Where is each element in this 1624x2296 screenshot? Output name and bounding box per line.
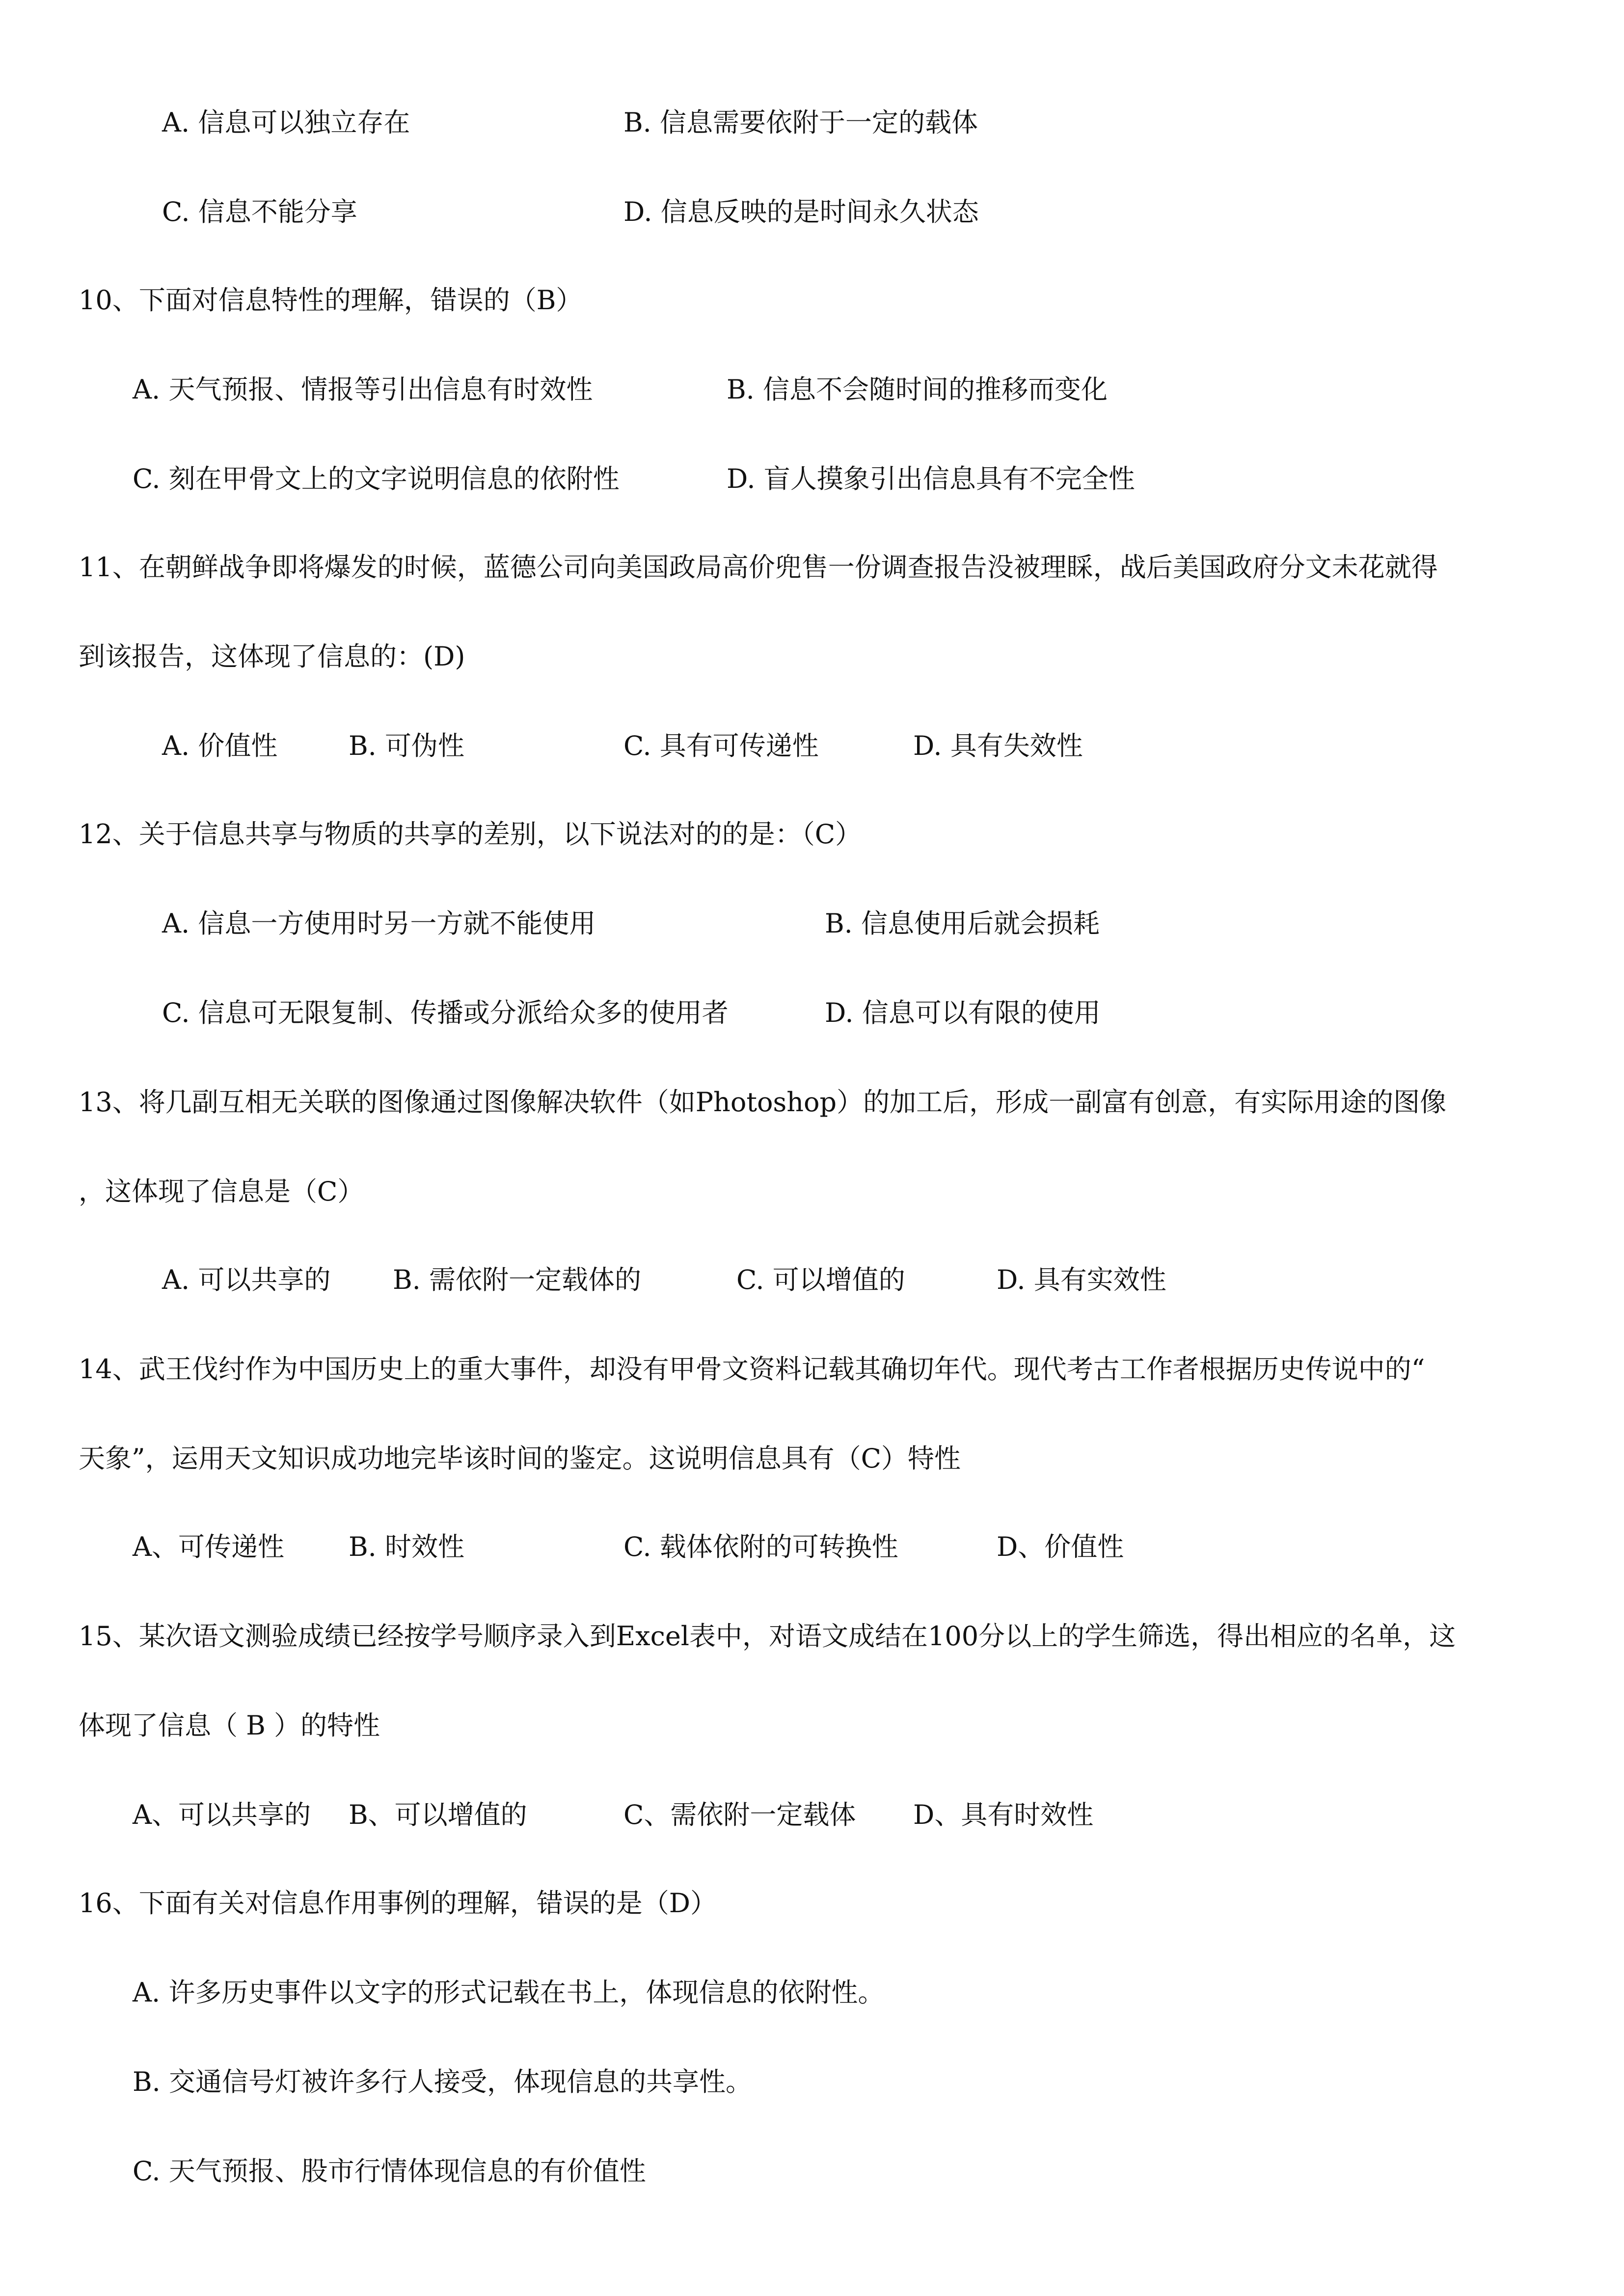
q15-option-b: B、可以增值的 <box>349 1799 527 1830</box>
q10-option-c: C. 刻在甲骨文上的文字说明信息的依附性 <box>133 463 620 494</box>
q14-option-d: D、价值性 <box>997 1531 1124 1562</box>
q11-option-b: B. 可伪性 <box>349 730 465 761</box>
q15-option-d: D、具有时效性 <box>913 1799 1094 1830</box>
q14-stem-line2: 天象”，运用天文知识成功地完毕该时间的鉴定。这说明信息具有（C）特性 <box>79 1443 961 1474</box>
q12-option-b: B. 信息使用后就会损耗 <box>825 908 1100 939</box>
q10-option-d: D. 盲人摸象引出信息具有不完全性 <box>727 463 1135 494</box>
q12-option-a: A. 信息一方使用时另一方就不能使用 <box>162 908 596 939</box>
q16-option-b: B. 交通信号灯被许多行人接受，体现信息的共享性。 <box>133 2066 753 2097</box>
q10-stem: 10、下面对信息特性的理解，错误的（B） <box>79 285 583 316</box>
q13-stem-line2: ，这体现了信息是（C） <box>79 1176 364 1207</box>
q14-option-c: C. 载体依附的可转换性 <box>623 1531 898 1562</box>
q14-option-a: A、可传递性 <box>133 1531 284 1562</box>
q11-option-c: C. 具有可传递性 <box>623 730 819 761</box>
q11-option-d: D. 具有失效性 <box>913 730 1083 761</box>
q9-option-d: D. 信息反映的是时间永久状态 <box>623 196 979 227</box>
q11-stem-line1: 11、在朝鲜战争即将爆发的时候，蓝德公司向美国政局高价兜售一份调查报告没被理睬，战后美国政府分文未花就得 <box>79 552 1438 583</box>
q16-option-a: A. 许多历史事件以文字的形式记载在书上，体现信息的依附性。 <box>133 1977 885 2008</box>
q16-option-c: C. 天气预报、股市行情体现信息的有价值性 <box>133 2156 646 2187</box>
q13-option-c: C. 可以增值的 <box>736 1264 905 1295</box>
q12-option-c: C. 信息可无限复制、传播或分派给众多的使用者 <box>162 997 729 1028</box>
q14-stem-line1: 14、武王伐纣作为中国历史上的重大事件，却没有甲骨文资料记载其确切年代。现代考古工作者根据历史传说中的“ <box>79 1354 1425 1385</box>
q15-stem-line2: 体现了信息（ B ）的特性 <box>79 1710 380 1741</box>
q11-option-a: A. 价值性 <box>162 730 278 761</box>
q12-option-d: D. 信息可以有限的使用 <box>825 997 1101 1028</box>
q14-option-b: B. 时效性 <box>349 1531 465 1562</box>
q15-option-a: A、可以共享的 <box>133 1799 311 1830</box>
q13-option-b: B. 需依附一定载体的 <box>393 1264 642 1295</box>
q10-option-b: B. 信息不会随时间的推移而变化 <box>727 374 1108 405</box>
q9-option-b: B. 信息需要依附于一定的载体 <box>623 107 978 138</box>
q13-option-a: A. 可以共享的 <box>162 1264 331 1295</box>
q13-stem-line1: 13、将几副互相无关联的图像通过图像解决软件（如Photoshop）的加工后，形成一副富有创意，有实际用途的图像 <box>79 1087 1447 1118</box>
q12-stem: 12、关于信息共享与物质的共享的差别，以下说法对的的是：（C） <box>79 819 862 850</box>
q15-option-c: C、需依附一定载体 <box>623 1799 856 1830</box>
q16-stem: 16、下面有关对信息作用事例的理解，错误的是（D） <box>79 1888 717 1919</box>
q9-option-c: C. 信息不能分享 <box>162 196 357 227</box>
q10-option-a: A. 天气预报、情报等引出信息有时效性 <box>133 374 593 405</box>
q11-stem-line2: 到该报告，这体现了信息的：(D) <box>79 641 465 672</box>
q13-option-d: D. 具有实效性 <box>997 1264 1166 1295</box>
q9-option-a: A. 信息可以独立存在 <box>162 107 410 138</box>
q15-stem-line1: 15、某次语文测验成绩已经按学号顺序录入到Excel表中，对语文成结在100分以上的学生筛选，得出相应的名单，这 <box>79 1621 1456 1652</box>
